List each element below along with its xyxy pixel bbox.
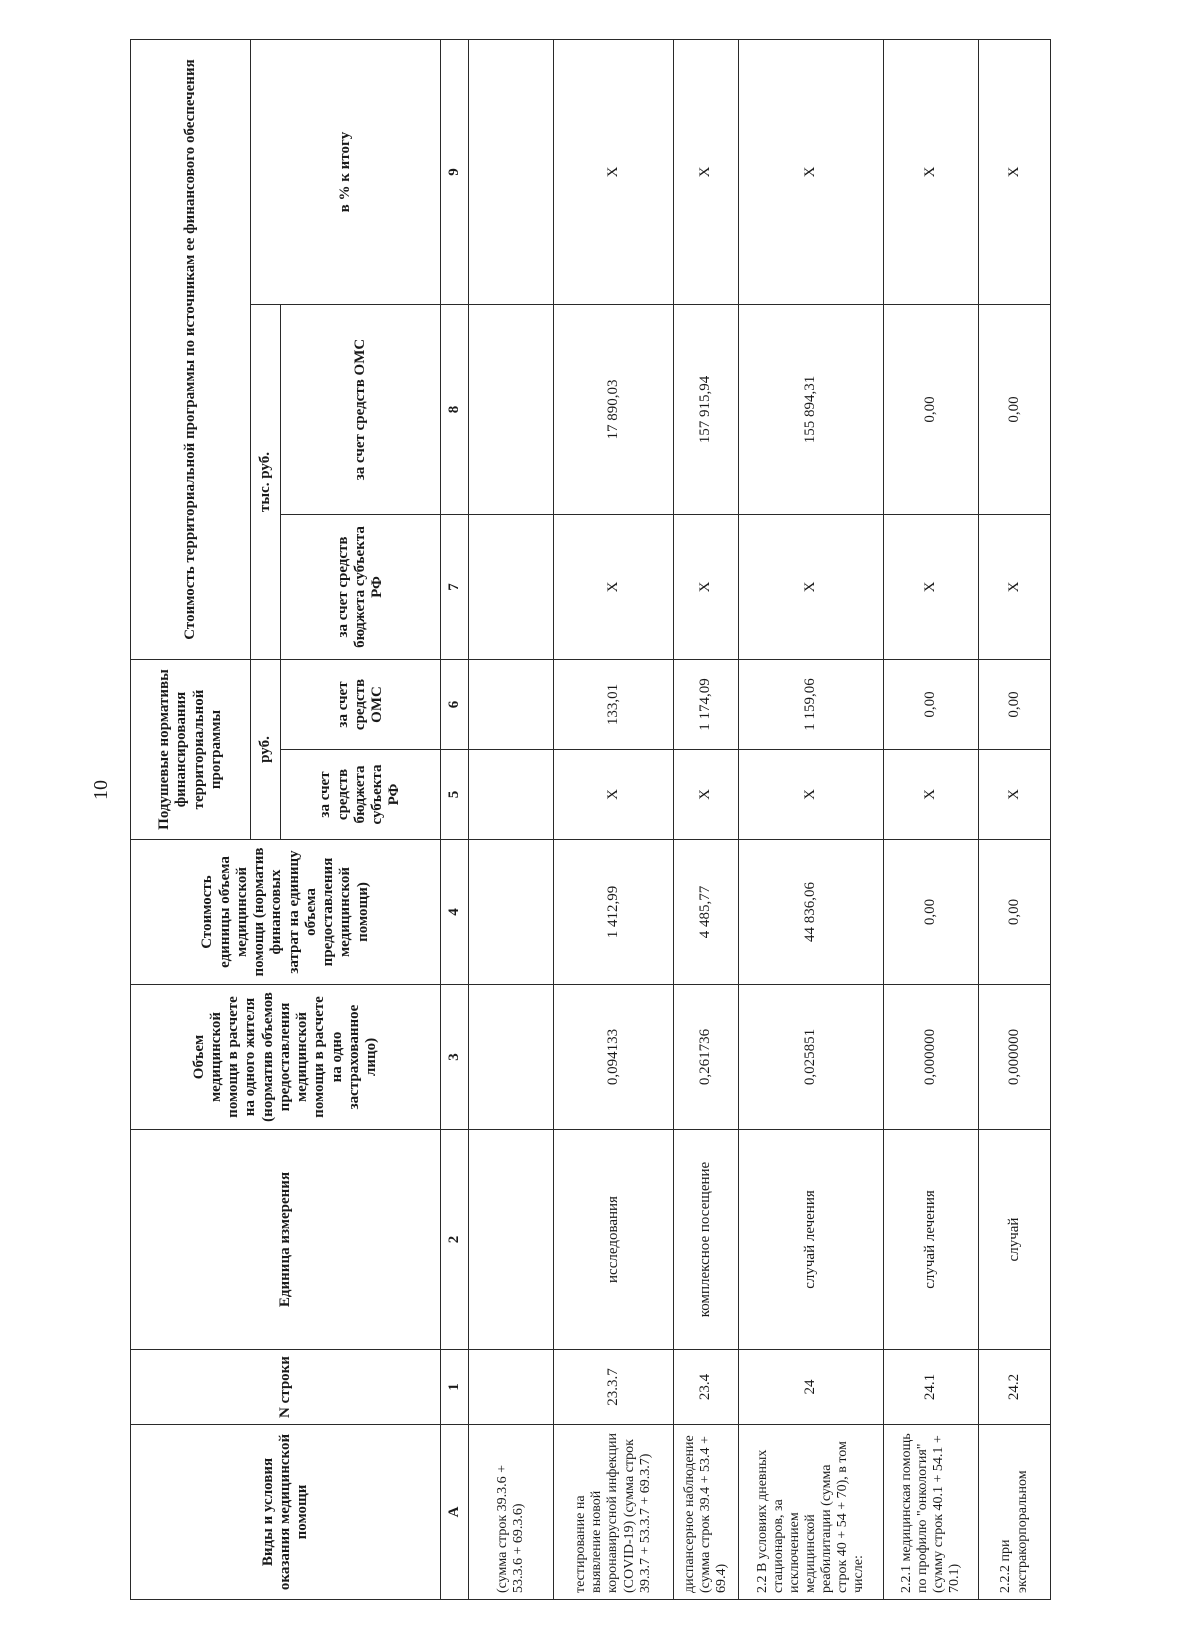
row-unit-cost: 0,00 — [979, 840, 1051, 985]
row-percapita-budget: X — [554, 750, 674, 840]
row-label: диспансерное наблюдение (сумма строк 39.4 + 53.4 + 69.4) — [674, 1425, 739, 1600]
colnum-1: 1 — [441, 1350, 469, 1425]
header-row-1 — [131, 40, 251, 1600]
column-number-row — [441, 40, 469, 1600]
row-volume: 0,025851 — [739, 985, 884, 1130]
row-label: 2.2 В условиях дневных стационаров, за исключением медицинской реабилитации (сумма строк 40 + 54 + 70), в том числе: — [739, 1425, 884, 1600]
header-col-3: Объем медицинской помощи в расчете на одного жителя (норматив объемов предоставления медицинской помощи в расчете на одно застрахованное лицо) — [131, 985, 441, 1130]
colnum-2: 2 — [441, 1130, 469, 1350]
row-percapita-budget: X — [674, 750, 739, 840]
row-number: 23.4 — [674, 1350, 739, 1425]
row-cost-oms: 155 894,31 — [739, 305, 884, 515]
row-label: тестирование на выявление новой коронавирусной инфекции (COVID-19) (сумма строк 39.3.7 + 53.3.7 + 69.3.7) — [554, 1425, 674, 1600]
row-number: 24.1 — [884, 1350, 979, 1425]
data-table — [130, 39, 1051, 1600]
row-unit: случай лечения — [739, 1130, 884, 1350]
colnum-a: А — [441, 1425, 469, 1600]
table-row — [554, 40, 674, 1600]
row-percapita-oms: 1 174,09 — [674, 660, 739, 750]
row-volume — [469, 985, 554, 1130]
header-cost-group: Стоимость территориальной программы по источникам ее финансового обеспечения — [131, 40, 251, 660]
header-col-6: за счет средств ОМС — [281, 660, 441, 750]
row-volume: 0,261736 — [674, 985, 739, 1130]
table-row — [469, 40, 554, 1600]
row-cost-budget: X — [979, 515, 1051, 660]
row-percent: X — [739, 40, 884, 305]
header-col-2: Единица измерения — [131, 1130, 441, 1350]
colnum-7: 7 — [441, 515, 469, 660]
row-percapita-budget: X — [739, 750, 884, 840]
row-volume: 0,000000 — [884, 985, 979, 1130]
row-cost-oms: 157 915,94 — [674, 305, 739, 515]
row-unit — [469, 1130, 554, 1350]
colnum-6: 6 — [441, 660, 469, 750]
colnum-4: 4 — [441, 840, 469, 985]
header-col-7: за счет средств бюджета субъекта РФ — [281, 515, 441, 660]
colnum-8: 8 — [441, 305, 469, 515]
row-cost-budget: X — [554, 515, 674, 660]
row-label: 2.2.2 при экстракорпоральном — [979, 1425, 1051, 1600]
row-volume: 0,094133 — [554, 985, 674, 1130]
row-cost-oms: 0,00 — [884, 305, 979, 515]
row-unit-cost: 44 836,06 — [739, 840, 884, 985]
row-unit: исследования — [554, 1130, 674, 1350]
header-col-1: N строки — [131, 1350, 441, 1425]
row-cost-oms: 17 890,03 — [554, 305, 674, 515]
row-percapita-oms: 0,00 — [979, 660, 1051, 750]
row-percent — [469, 40, 554, 305]
row-label: (сумма строк 39.3.6 + 53.3.6 + 69.3.6) — [469, 1425, 554, 1600]
row-number — [469, 1350, 554, 1425]
row-unit-cost: 0,00 — [884, 840, 979, 985]
row-percent: X — [979, 40, 1051, 305]
row-volume: 0,000000 — [979, 985, 1051, 1130]
table-row — [884, 40, 979, 1600]
row-percapita-budget: X — [979, 750, 1051, 840]
row-label: 2.2.1 медицинская помощь по профилю "онкология" (сумму строк 40.1 + 54.1 + 70.1) — [884, 1425, 979, 1600]
row-unit: комплексное посещение — [674, 1130, 739, 1350]
row-cost-budget: X — [884, 515, 979, 660]
page-number: 10 — [90, 780, 112, 800]
colnum-3: 3 — [441, 985, 469, 1130]
row-percapita-budget: X — [884, 750, 979, 840]
row-number: 24 — [739, 1350, 884, 1425]
row-cost-oms: 0,00 — [979, 305, 1051, 515]
row-percapita-budget — [469, 750, 554, 840]
table-row — [979, 40, 1051, 1600]
colnum-9: 9 — [441, 40, 469, 305]
header-percapita-group: Подушевые нормативы финансирования территориальной программы — [131, 660, 251, 840]
table-row — [674, 40, 739, 1600]
header-col-a: Виды и условия оказания медицинской помощи — [131, 1425, 441, 1600]
row-number: 24.2 — [979, 1350, 1051, 1425]
row-unit: случай лечения — [884, 1130, 979, 1350]
row-number: 23.3.7 — [554, 1350, 674, 1425]
row-cost-budget: X — [739, 515, 884, 660]
row-percapita-oms: 133,01 — [554, 660, 674, 750]
row-percent: X — [884, 40, 979, 305]
row-unit-cost: 4 485,77 — [674, 840, 739, 985]
header-col-5: за счет средств бюджета субъекта РФ — [281, 750, 441, 840]
rotated-table-container — [130, 40, 1050, 1600]
row-percapita-oms: 0,00 — [884, 660, 979, 750]
colnum-5: 5 — [441, 750, 469, 840]
row-percent: X — [554, 40, 674, 305]
header-col-4: Стоимость единицы объема медицинской помощи (норматив финансовых затрат на единицу объема предоставления медицинской помощи) — [131, 840, 441, 985]
row-percapita-oms — [469, 660, 554, 750]
row-cost-oms — [469, 305, 554, 515]
row-percent: X — [674, 40, 739, 305]
table-row — [739, 40, 884, 1600]
header-percapita-unit: руб. — [251, 660, 281, 840]
header-cost-unit: тыс. руб. — [251, 305, 281, 660]
header-col-8: за счет средств ОМС — [281, 305, 441, 515]
row-unit-cost: 1 412,99 — [554, 840, 674, 985]
row-unit: случай — [979, 1130, 1051, 1350]
row-unit-cost — [469, 840, 554, 985]
row-cost-budget — [469, 515, 554, 660]
header-col-9: в % к итогу — [251, 40, 441, 305]
row-cost-budget: X — [674, 515, 739, 660]
row-percapita-oms: 1 159,06 — [739, 660, 884, 750]
